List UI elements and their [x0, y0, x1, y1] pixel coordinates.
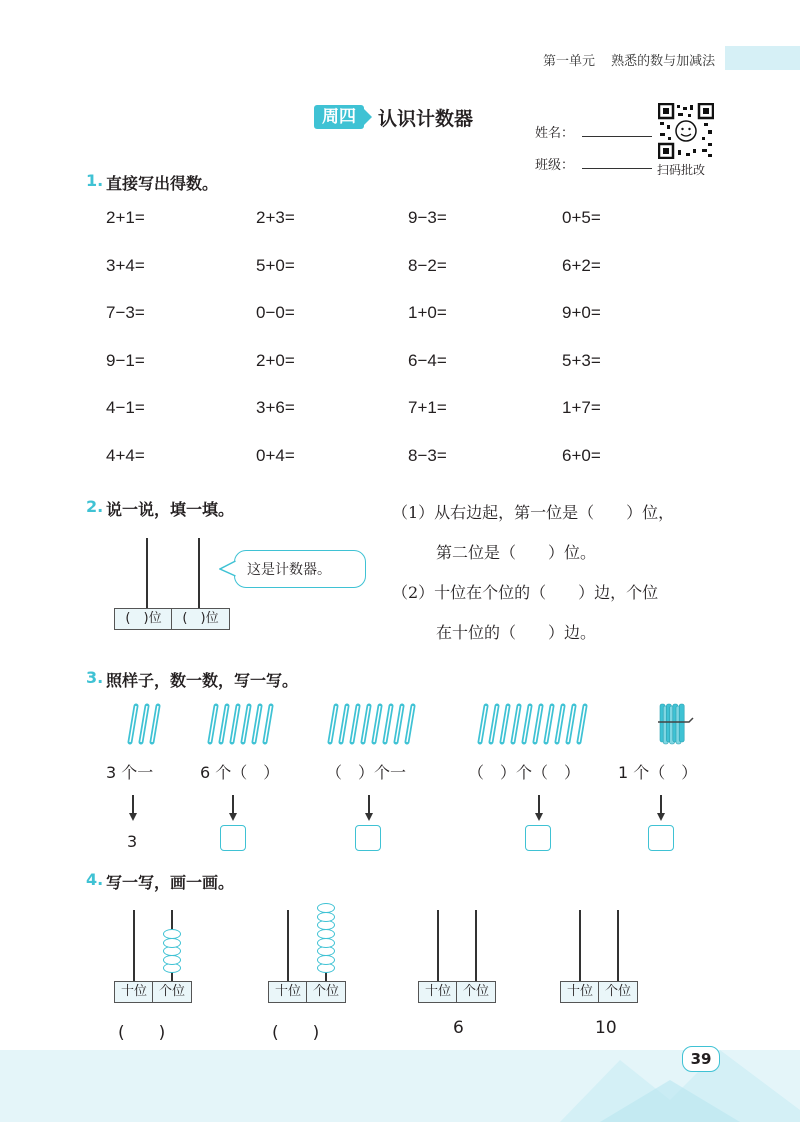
bead[interactable] — [163, 938, 181, 948]
tens-rod — [437, 910, 439, 982]
ones-rod — [617, 910, 619, 982]
arrow-down-icon — [368, 795, 370, 815]
count-label: （ ）个一 — [326, 763, 407, 782]
section2-number: 2. — [86, 497, 104, 516]
ones-label: 个位 — [598, 981, 638, 1003]
equation: 0−0= — [256, 303, 295, 322]
unit-label: 第一单元 — [543, 54, 596, 69]
class-field[interactable] — [582, 168, 652, 169]
ones-label: 个位 — [152, 981, 192, 1003]
equation: 9−3= — [408, 208, 447, 227]
equation: 2+1= — [106, 208, 145, 227]
speech-tail-icon — [219, 559, 237, 579]
bead[interactable] — [317, 929, 335, 939]
day-badge: 周四 — [314, 105, 364, 129]
section3-title: 照样子，数一数，写一写。 — [106, 671, 299, 690]
counter-rod — [198, 538, 200, 610]
arrow-down-icon — [132, 795, 134, 815]
arrow-head-icon — [229, 813, 237, 821]
qr-code-icon[interactable] — [658, 103, 714, 159]
tens-rod — [133, 910, 135, 982]
equation: 9+0= — [562, 303, 601, 322]
arrow-down-icon — [660, 795, 662, 815]
arrow-down-icon — [232, 795, 234, 815]
tens-rod — [579, 910, 581, 982]
abacus-answer[interactable]: ( ) — [118, 1023, 166, 1043]
question-2-1-line2: 第二位是（ ）位。 — [436, 543, 597, 562]
count-label: 1 个（ ） — [618, 763, 698, 782]
name-field[interactable] — [582, 136, 652, 137]
ones-label: 个位 — [456, 981, 496, 1003]
arrow-head-icon — [657, 813, 665, 821]
tens-label: 十位 — [268, 981, 308, 1003]
bead[interactable] — [317, 938, 335, 948]
place-box-ones[interactable]: ( )位 — [171, 608, 230, 630]
equation: 1+7= — [562, 398, 601, 417]
footer-mountain-decoration — [560, 1040, 800, 1122]
ones-label: 个位 — [306, 981, 346, 1003]
tens-label: 十位 — [418, 981, 458, 1003]
section4-title: 写一写，画一画。 — [106, 873, 235, 892]
equation: 4−1= — [106, 398, 145, 417]
equation: 2+3= — [256, 208, 295, 227]
equation: 8−3= — [408, 446, 447, 465]
equation: 7−3= — [106, 303, 145, 322]
section4-number: 4. — [86, 870, 104, 889]
section1-title: 直接写出得数。 — [106, 174, 219, 193]
bead[interactable] — [163, 946, 181, 956]
name-label: 姓名： — [535, 126, 575, 141]
callout-text: 这是计数器。 — [247, 562, 331, 578]
equation: 6+2= — [562, 256, 601, 275]
equation: 9−1= — [106, 351, 145, 370]
equation: 0+4= — [256, 446, 295, 465]
lesson-title: 认识计数器 — [378, 108, 474, 130]
bead[interactable] — [317, 912, 335, 922]
section2-title: 说一说，填一填。 — [106, 500, 235, 519]
equation: 1+0= — [408, 303, 447, 322]
answer-box[interactable] — [648, 825, 674, 851]
class-label: 班级： — [535, 158, 575, 173]
section3-number: 3. — [86, 668, 104, 687]
counting-sticks — [100, 700, 720, 750]
bead[interactable] — [317, 963, 335, 973]
equation: 3+6= — [256, 398, 295, 417]
bundle-stick — [679, 704, 684, 742]
question-2-2-line2: 在十位的（ ）边。 — [436, 623, 597, 642]
bead[interactable] — [317, 920, 335, 930]
unit-header — [543, 50, 727, 69]
tens-label: 十位 — [560, 981, 600, 1003]
example-answer: 3 — [127, 832, 138, 851]
equation: 6+0= — [562, 446, 601, 465]
question-2-2-line1: （2）十位在个位的（ ）边，个位 — [392, 583, 659, 602]
equation: 2+0= — [256, 351, 295, 370]
bead[interactable] — [317, 903, 335, 913]
qr-caption: 扫码批改 — [657, 163, 706, 177]
abacus-answer: 10 — [595, 1018, 617, 1038]
counter-rod — [146, 538, 148, 610]
answer-box[interactable] — [220, 825, 246, 851]
equation: 5+0= — [256, 256, 295, 275]
arrow-down-icon — [538, 795, 540, 815]
answer-box[interactable] — [355, 825, 381, 851]
question-2-1-line1: （1）从右边起，第一位是（ ）位， — [392, 503, 675, 522]
section1-number: 1. — [86, 171, 104, 190]
arrow-head-icon — [365, 813, 373, 821]
abacus-answer: 6 — [453, 1018, 464, 1038]
tens-rod — [287, 910, 289, 982]
equation: 3+4= — [106, 256, 145, 275]
ones-rod — [475, 910, 477, 982]
count-label: 6 个（ ） — [200, 763, 280, 782]
page-number: 39 — [682, 1046, 720, 1072]
answer-box[interactable] — [525, 825, 551, 851]
equation: 6−4= — [408, 351, 447, 370]
equation: 8−2= — [408, 256, 447, 275]
arrow-head-icon — [129, 813, 137, 821]
count-label: （ ）个（ ） — [468, 763, 581, 782]
unit-topic: 熟悉的数与加减法 — [611, 54, 716, 69]
arrow-head-icon — [535, 813, 543, 821]
abacus-answer[interactable]: ( ) — [272, 1023, 320, 1043]
bead[interactable] — [317, 955, 335, 965]
bead[interactable] — [163, 955, 181, 965]
equation: 5+3= — [562, 351, 601, 370]
bead[interactable] — [163, 963, 181, 973]
equation: 0+5= — [562, 208, 601, 227]
count-label: 3 个一 — [106, 763, 154, 782]
equation: 4+4= — [106, 446, 145, 465]
bead[interactable] — [317, 946, 335, 956]
equation: 7+1= — [408, 398, 447, 417]
place-box-tens[interactable]: ( )位 — [114, 608, 173, 630]
tens-label: 十位 — [114, 981, 154, 1003]
bead[interactable] — [163, 929, 181, 939]
